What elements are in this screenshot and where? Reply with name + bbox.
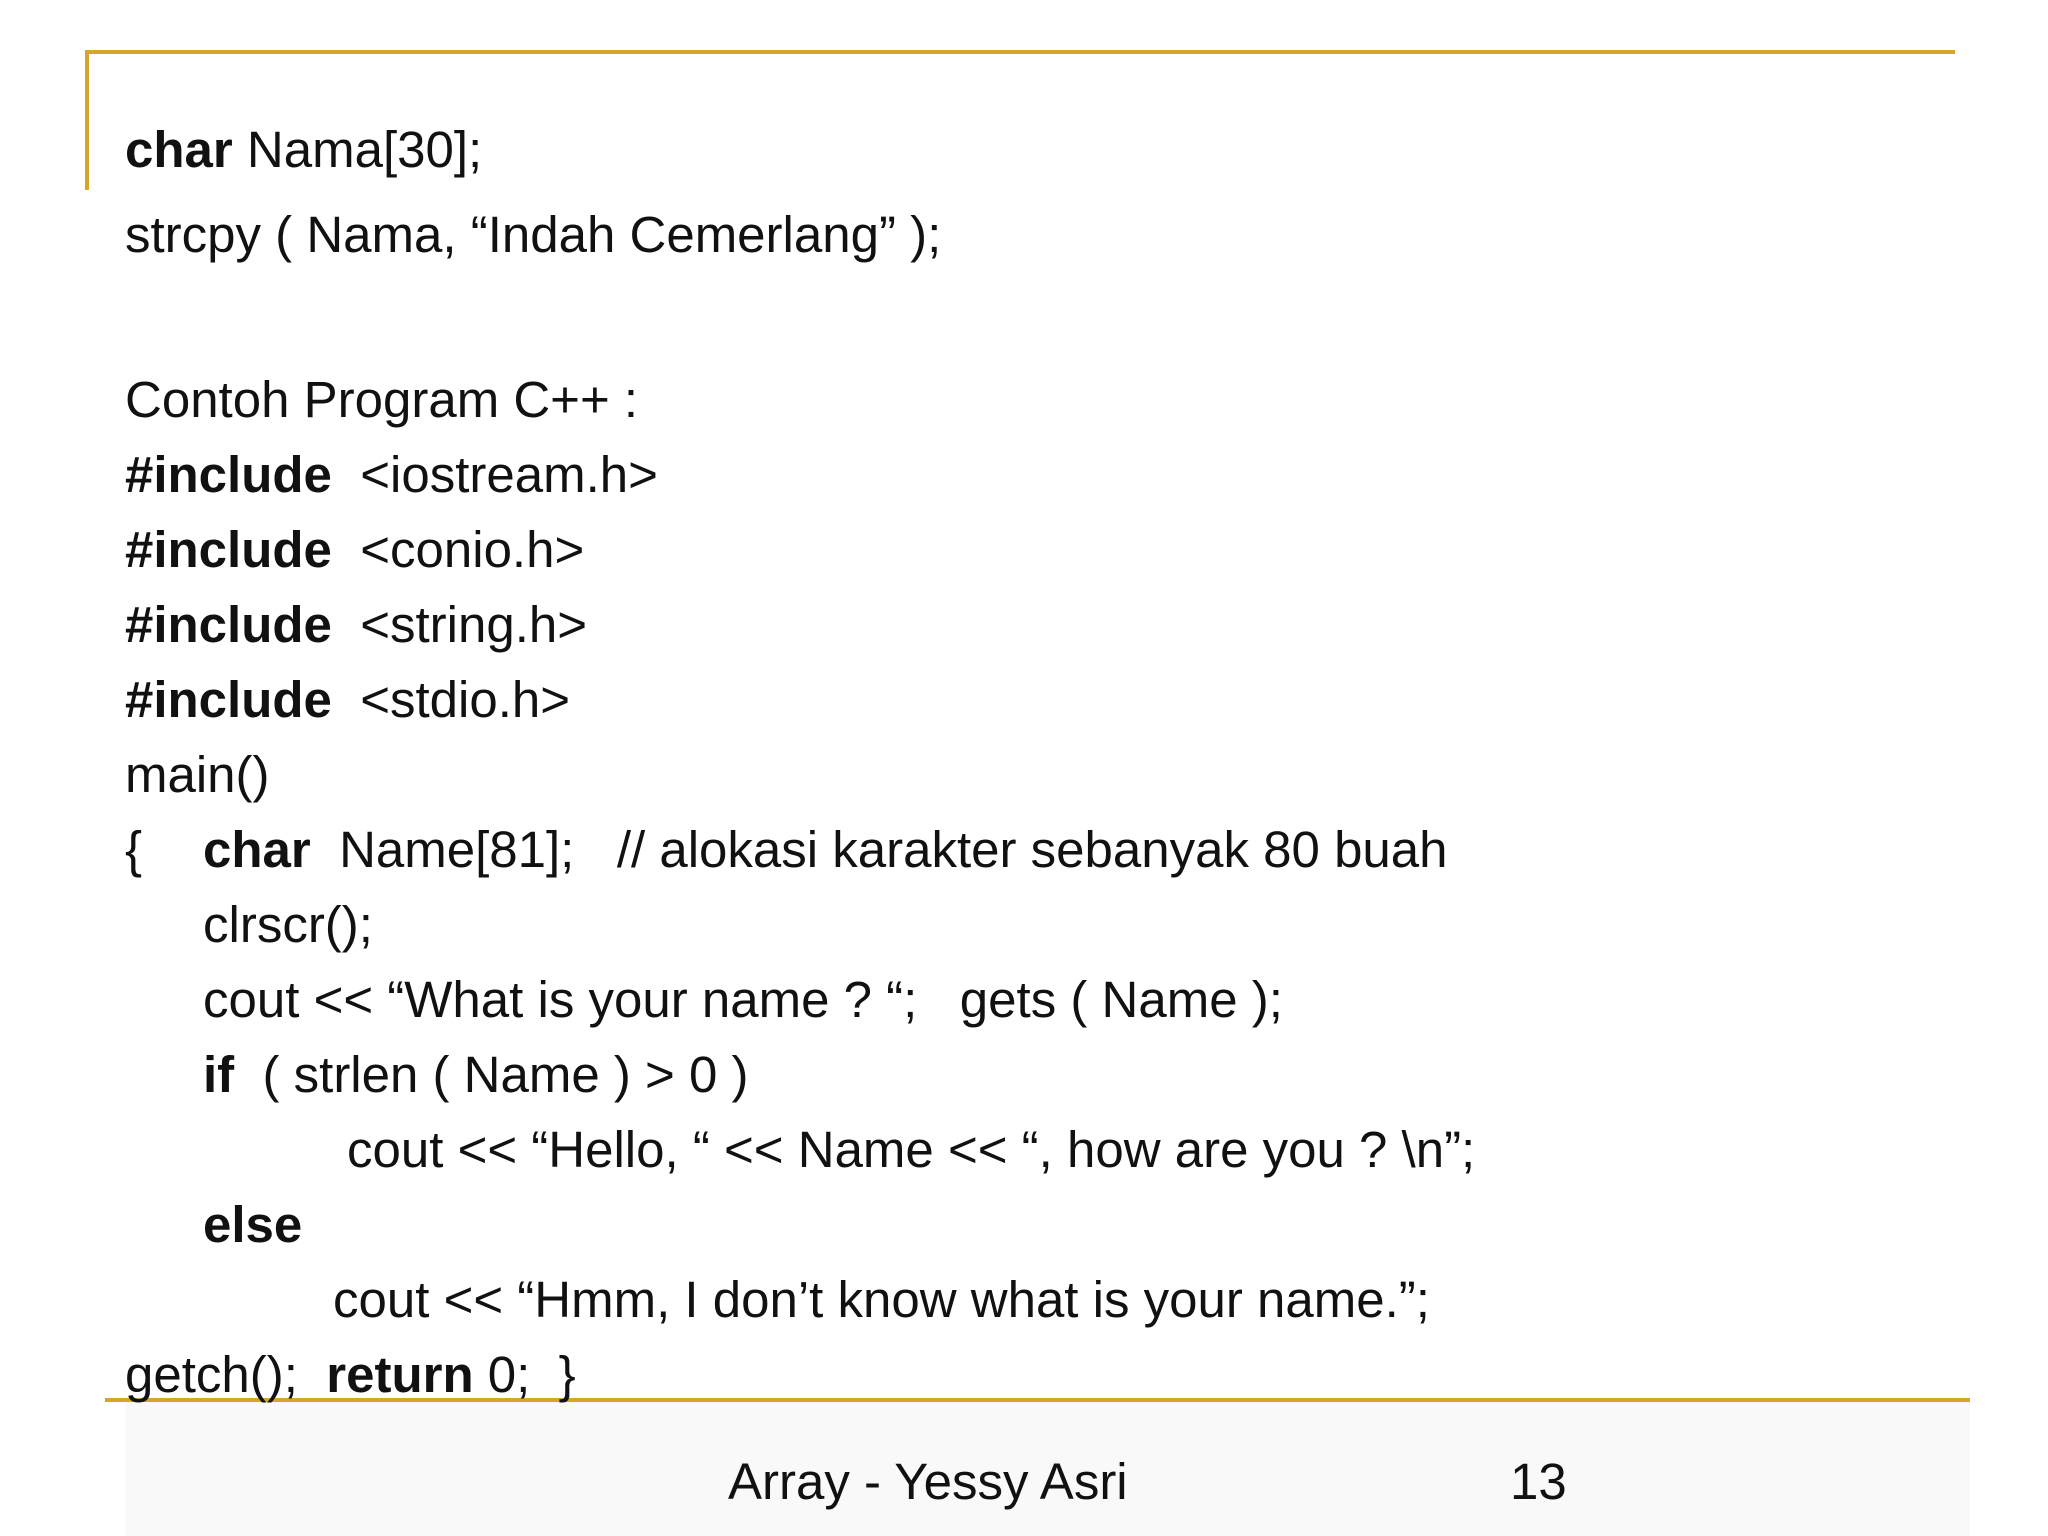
section-heading bbox=[125, 370, 638, 430]
code-text: 0; } bbox=[473, 1346, 576, 1403]
code-line-clrscr bbox=[203, 895, 373, 955]
code-text: cout << “Hmm, I don’t know what is your name.”; bbox=[333, 1271, 1430, 1328]
code-text: <iostream.h> bbox=[331, 446, 658, 503]
code-line-cout-hello bbox=[347, 1120, 1475, 1180]
code-line-open-brace bbox=[125, 820, 142, 880]
heading-text: Contoh Program C++ : bbox=[125, 371, 639, 428]
code-text: <stdio.h> bbox=[331, 671, 571, 728]
code-text: <conio.h> bbox=[331, 521, 585, 578]
code-text: cout << “Hello, “ << Name << “, how are you ? \n”; bbox=[347, 1121, 1476, 1178]
code-text: Name[81]; // alokasi karakter sebanyak 80 buah bbox=[310, 821, 1448, 878]
keyword: #include bbox=[125, 521, 332, 578]
footer-title: Array - Yessy Asri bbox=[728, 1453, 1128, 1510]
code-line-cout-prompt bbox=[203, 970, 1283, 1030]
code-text: main() bbox=[125, 746, 270, 803]
code-line-include bbox=[125, 520, 584, 580]
brace: { bbox=[125, 821, 143, 878]
code-line-char-decl bbox=[203, 820, 1448, 880]
top-rule bbox=[85, 50, 1955, 54]
keyword: #include bbox=[125, 446, 332, 503]
code-line-declaration bbox=[125, 120, 482, 180]
left-rule bbox=[85, 50, 89, 190]
code-line-getch-return bbox=[125, 1345, 576, 1405]
keyword: else bbox=[203, 1196, 303, 1253]
code-line-cout-hmm bbox=[333, 1270, 1430, 1330]
keyword: char bbox=[203, 821, 311, 878]
keyword: return bbox=[326, 1346, 474, 1403]
code-text: cout << “What is your name ? “; gets ( Name ); bbox=[203, 971, 1283, 1028]
code-text: ( strlen ( Name ) > 0 ) bbox=[234, 1046, 749, 1103]
keyword: #include bbox=[125, 671, 332, 728]
code-text: strcpy ( Nama, “Indah Cemerlang” ); bbox=[125, 206, 942, 263]
page-number: 13 bbox=[1510, 1453, 1567, 1510]
keyword: char bbox=[125, 121, 233, 178]
code-line-if bbox=[203, 1045, 749, 1105]
code-text: <string.h> bbox=[331, 596, 588, 653]
keyword: #include bbox=[125, 596, 332, 653]
code-line-include bbox=[125, 445, 658, 505]
code-line-strcpy bbox=[125, 205, 941, 265]
code-text: getch(); bbox=[125, 1346, 327, 1403]
code-text: clrscr(); bbox=[203, 896, 373, 953]
code-text: Nama[30]; bbox=[232, 121, 483, 178]
code-line-main bbox=[125, 745, 270, 805]
keyword: if bbox=[203, 1046, 235, 1103]
code-line-else bbox=[203, 1195, 302, 1255]
code-line-include bbox=[125, 670, 570, 730]
code-line-include bbox=[125, 595, 587, 655]
